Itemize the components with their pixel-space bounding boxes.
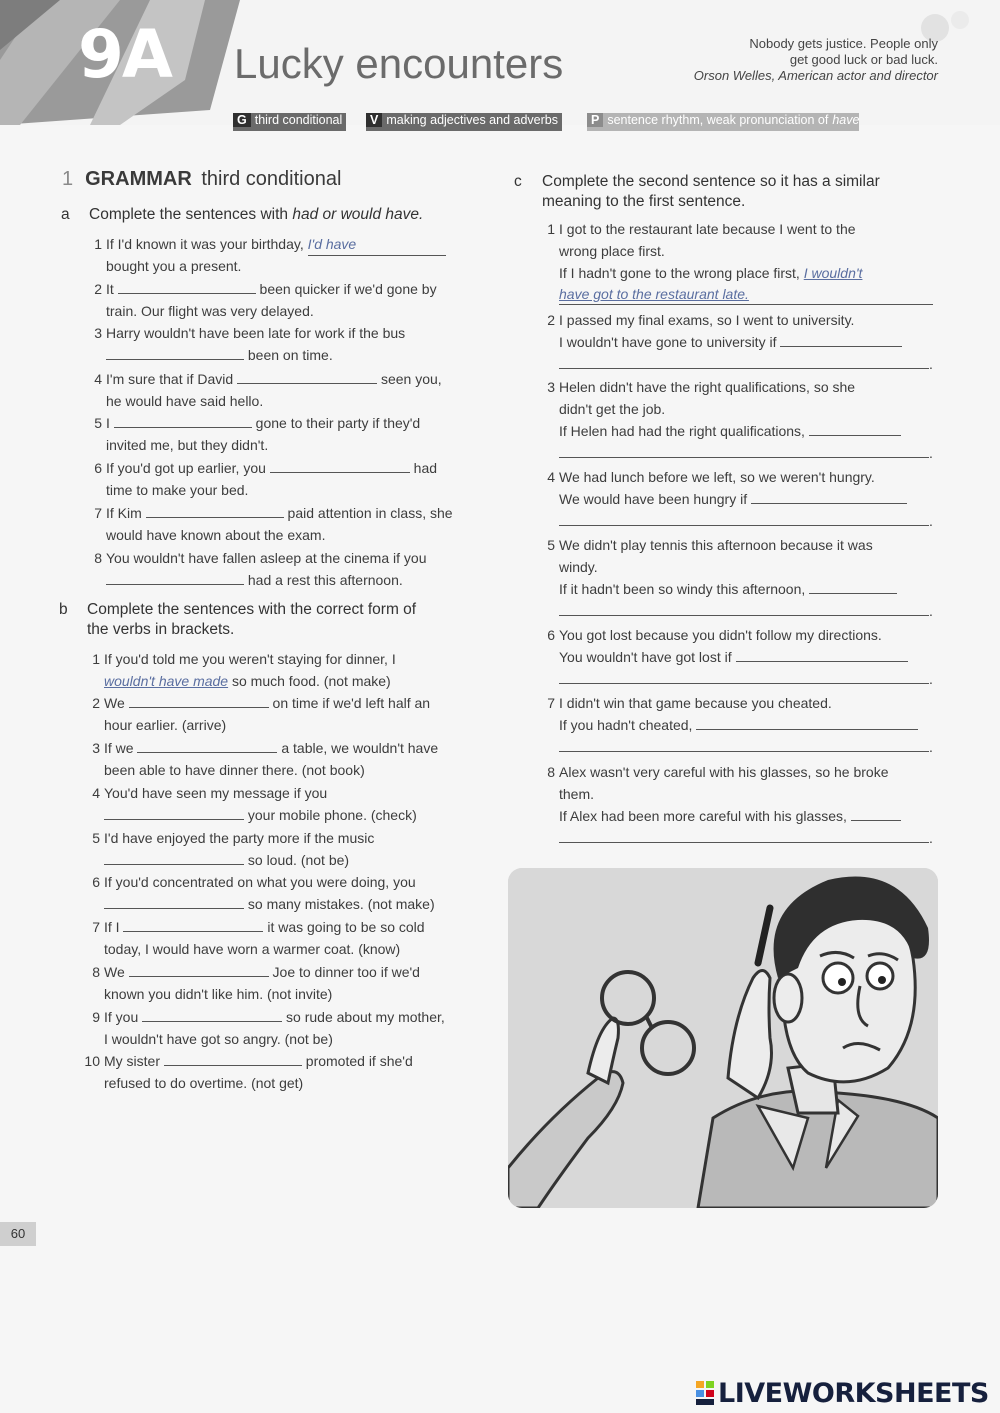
item-number: 7 (94, 505, 102, 521)
item-text: a table, we wouldn't have (277, 740, 439, 756)
item-text: If you (104, 1009, 143, 1025)
exercise-a-5 (94, 412, 421, 456)
period: . (929, 739, 933, 755)
exercise-a-2 (94, 278, 437, 322)
item-number: 4 (547, 469, 555, 485)
part-letter: c (514, 173, 522, 190)
exercise-a-3 (94, 322, 406, 366)
answer-field[interactable] (559, 443, 929, 458)
exercise-a-6 (94, 457, 438, 501)
quote-line: Nobody gets justice. People only (749, 36, 938, 51)
item-text: If you hadn't cheated, (559, 717, 697, 733)
item-text: train. Our flight was very delayed. (106, 303, 314, 319)
item-text: seen you, (377, 371, 442, 387)
item-text: I didn't win that game because you cheated. (559, 695, 832, 711)
section-topic: third conditional (201, 168, 342, 190)
item-number: 8 (94, 550, 102, 566)
focus-text: sentence rhythm, weak pronunciation of (607, 113, 829, 127)
item-text: had (409, 460, 438, 476)
item-text: If I hadn't gone to the wrong place first, (559, 265, 804, 281)
item-text: didn't get the job. (559, 401, 666, 417)
example-answer: I wouldn't (803, 265, 863, 281)
answer-field[interactable] (751, 489, 907, 504)
item-text: You'd have seen my message if you (104, 785, 328, 801)
item-number: 2 (547, 312, 555, 328)
period: . (929, 445, 933, 461)
instruction-text: the verbs in brackets. (87, 621, 235, 638)
item-text: so rude about my mother, (282, 1009, 445, 1025)
item-number: 3 (547, 379, 555, 395)
example-answer: have got to the restaurant late. (559, 286, 749, 302)
exercise-a-7 (94, 502, 453, 546)
answer-field[interactable] (851, 806, 901, 821)
focus-text: making adjectives and adverbs (386, 113, 558, 127)
instruction-text: Complete the sentences with (89, 206, 293, 223)
answer-field[interactable] (129, 693, 269, 708)
answer-field[interactable] (559, 669, 929, 684)
item-text: been able to have dinner there. (not book) (104, 762, 365, 778)
instruction-emphasis: had or would have. (292, 206, 424, 223)
item-number: 6 (92, 874, 100, 890)
item-text: If it hadn't been so windy this afternoon, (559, 581, 810, 597)
item-text: had a rest this afternoon. (244, 572, 403, 588)
item-text: We (104, 964, 129, 980)
answer-field[interactable] (736, 647, 908, 662)
answer-field[interactable] (559, 828, 929, 843)
liveworksheets-logo-icon (696, 1381, 714, 1405)
part-c-instruction (514, 172, 880, 212)
answer-field[interactable] (106, 345, 244, 360)
item-text: them. (559, 786, 595, 802)
item-text: I'd have enjoyed the party more if the music (104, 830, 375, 846)
item-text: bought you a present. (106, 258, 242, 274)
exercise-c-7 (547, 692, 933, 758)
item-number: 1 (92, 651, 100, 667)
item-number: 5 (547, 537, 555, 553)
answer-field[interactable] (809, 579, 897, 594)
item-number: 3 (92, 740, 100, 756)
exercise-b-7 (92, 916, 425, 960)
item-text: invited me, but they didn't. (106, 437, 269, 453)
answer-field[interactable] (164, 1051, 302, 1066)
answer-field[interactable] (137, 738, 277, 753)
brand-logo (696, 1378, 989, 1409)
part-letter: a (61, 206, 70, 223)
focus-text-have: have (832, 113, 860, 127)
item-text: known you didn't like him. (not invite) (104, 986, 333, 1002)
instruction-text: meaning to the first sentence. (542, 193, 746, 210)
item-text: Harry wouldn't have been late for work if the bus (106, 325, 406, 341)
page-number: 60 (0, 1222, 36, 1246)
item-text: I'm sure that if David (106, 371, 238, 387)
exercise-c-5 (547, 534, 933, 622)
quote-line: get good luck or bad luck. (789, 52, 938, 67)
item-text: Helen didn't have the right qualifications, so she (559, 379, 856, 395)
item-text: We didn't play tennis this afternoon because it was (559, 537, 873, 553)
item-text: We would have been hungry if (559, 491, 751, 507)
exercise-c-3 (547, 376, 933, 464)
exercise-c-6 (547, 624, 933, 690)
item-text: Joe to dinner too if we'd (268, 964, 420, 980)
item-text: on time if we'd left half an (268, 695, 431, 711)
answer-field[interactable] (780, 332, 902, 347)
item-text: You wouldn't have got lost if (559, 649, 736, 665)
item-text: Alex wasn't very careful with his glasses, so he broke (559, 764, 889, 780)
item-text: It (106, 281, 118, 297)
quote-author: Orson Welles, American actor and director (693, 68, 938, 83)
item-text: hour earlier. (arrive) (104, 717, 227, 733)
item-text: If you'd got up earlier, you (106, 460, 270, 476)
item-number: 8 (547, 764, 555, 780)
focus-letter: V (366, 113, 382, 127)
illustration-man-with-glasses (508, 868, 938, 1208)
period: . (929, 603, 933, 619)
page-title: Lucky encounters (234, 40, 564, 87)
item-number: 9 (92, 1009, 100, 1025)
exercise-a-8 (94, 547, 427, 591)
item-text: If you'd concentrated on what you were doing, you (104, 874, 416, 890)
item-text: promoted if she'd (301, 1053, 413, 1069)
item-text: your mobile phone. (check) (244, 807, 417, 823)
item-text: refused to do overtime. (not get) (104, 1075, 304, 1091)
item-number: 7 (547, 695, 555, 711)
item-text: wrong place first. (559, 243, 665, 259)
quote (694, 36, 938, 84)
exercise-b-3 (92, 737, 439, 781)
example-answer: wouldn't have made (104, 673, 229, 689)
period: . (929, 513, 933, 529)
item-text: so much food. (not make) (228, 673, 391, 689)
exercise-b-9 (92, 1006, 445, 1050)
section-heading (62, 168, 341, 191)
item-number: 8 (92, 964, 100, 980)
item-text: If Helen had had the right qualifications, (559, 423, 809, 439)
item-number: 2 (92, 695, 100, 711)
exercise-c-8 (547, 761, 933, 849)
exercise-b-8 (92, 961, 420, 1005)
item-number: 4 (92, 785, 100, 801)
item-number: 2 (94, 281, 102, 297)
exercise-b-2 (92, 692, 431, 736)
focus-text: third conditional (254, 113, 343, 127)
section-name: GRAMMAR (85, 168, 192, 190)
exercise-b-5 (92, 827, 375, 871)
item-text: gone to their party if they'd (251, 415, 421, 431)
unit-number: 9A (78, 16, 172, 93)
item-text: If Kim (106, 505, 146, 521)
item-number: 10 (84, 1053, 100, 1069)
item-text: windy. (559, 559, 598, 575)
item-text: You wouldn't have fallen asleep at the cinema if you (106, 550, 427, 566)
instruction-text: Complete the sentences with the correct form of (87, 601, 417, 618)
item-number: 3 (94, 325, 102, 341)
focus-vocabulary (366, 113, 562, 131)
item-number: 1 (547, 221, 555, 237)
item-text: been on time. (244, 347, 333, 363)
answer-field[interactable] (129, 962, 269, 977)
answer-field[interactable] (559, 601, 929, 616)
answer-field[interactable] (104, 850, 244, 865)
item-text: so loud. (not be) (244, 852, 350, 868)
item-number: 6 (94, 460, 102, 476)
item-text: You got lost because you didn't follow my directions. (559, 627, 882, 643)
section-number: 1 (62, 168, 74, 190)
answer-field[interactable] (696, 715, 918, 730)
item-text: would have known about the exam. (106, 527, 326, 543)
item-number: 1 (94, 236, 102, 252)
item-number: 4 (94, 371, 102, 387)
exercise-a-4 (94, 368, 442, 412)
item-number: 7 (92, 919, 100, 935)
item-text: If you'd told me you weren't staying for dinner, I (104, 651, 396, 667)
item-text: My sister (104, 1053, 164, 1069)
answer-field[interactable] (809, 421, 901, 436)
item-text: If I'd known it was your birthday, (106, 236, 308, 252)
focus-letter: G (233, 113, 251, 127)
answer-field[interactable] (118, 279, 256, 294)
period: . (929, 356, 933, 372)
exercise-b-6 (92, 871, 435, 915)
item-text: today, I would have worn a warmer coat. (know) (104, 941, 401, 957)
answer-field[interactable] (106, 570, 244, 585)
answer-field[interactable] (559, 511, 929, 526)
exercise-a-1 (94, 233, 446, 277)
item-text: We (104, 695, 129, 711)
item-text: it was going to be so cold (263, 919, 425, 935)
answer-field[interactable] (104, 894, 244, 909)
item-text: time to make your bed. (106, 482, 249, 498)
item-text: If we (104, 740, 138, 756)
period: . (929, 830, 933, 846)
item-number: 5 (94, 415, 102, 431)
answer-field[interactable] (104, 805, 244, 820)
focus-grammar (233, 113, 346, 131)
item-text: I wouldn't have gone to university if (559, 334, 781, 350)
item-text: so many mistakes. (not make) (244, 896, 435, 912)
item-text: he would have said hello. (106, 393, 264, 409)
answer-field[interactable] (142, 1007, 282, 1022)
period: . (929, 671, 933, 687)
answer-field[interactable] (114, 413, 252, 428)
item-number: 5 (92, 830, 100, 846)
item-text: If I (104, 919, 124, 935)
focus-pronunciation (587, 113, 859, 131)
item-text: been quicker if we'd gone by (255, 281, 437, 297)
part-letter: b (59, 601, 68, 618)
answer-field[interactable] (270, 458, 410, 473)
example-answer: I'd have (308, 233, 446, 256)
answer-field[interactable] (559, 354, 929, 369)
item-text: I passed my final exams, so I went to university. (559, 312, 855, 328)
part-b-instruction (59, 600, 417, 640)
answer-field[interactable] (237, 369, 377, 384)
focus-letter: P (587, 113, 603, 127)
item-text: paid attention in class, she (283, 505, 453, 521)
item-text: I got to the restaurant late because I went to the (559, 221, 856, 237)
exercise-c-2 (547, 309, 933, 375)
instruction-text: Complete the second sentence so it has a similar (542, 173, 880, 190)
answer-field[interactable] (146, 503, 284, 518)
item-number: 6 (547, 627, 555, 643)
answer-field[interactable] (123, 917, 263, 932)
item-text: If Alex had been more careful with his glasses, (559, 808, 851, 824)
part-a-instruction (61, 205, 424, 225)
exercise-b-1 (92, 648, 396, 692)
cartoon-illustration (508, 868, 938, 1208)
exercise-c-4 (547, 466, 933, 532)
exercise-b-10 (84, 1050, 413, 1094)
exercise-c-1 (547, 218, 933, 305)
item-text: I (106, 415, 114, 431)
brand-name: LIVEWORKSHEETS (718, 1378, 989, 1409)
item-text: I wouldn't have got so angry. (not be) (104, 1031, 333, 1047)
answer-field[interactable] (559, 737, 929, 752)
exercise-b-4 (92, 782, 417, 826)
item-text: We had lunch before we left, so we weren't hungry. (559, 469, 875, 485)
answer-field[interactable] (307, 233, 446, 252)
